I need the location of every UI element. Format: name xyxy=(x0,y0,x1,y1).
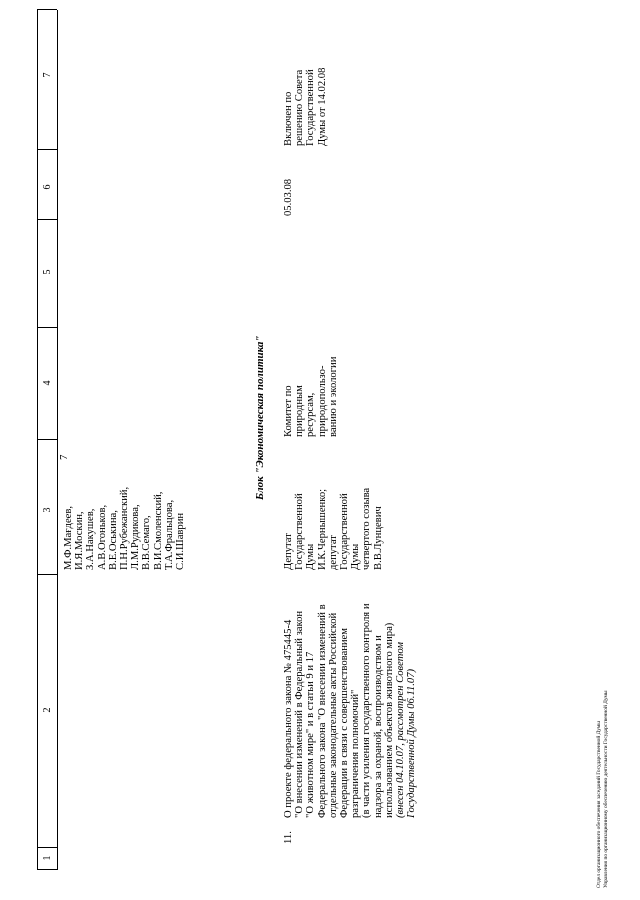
description-line: (в части усиления государственного контроля и xyxy=(361,603,373,818)
name-line: А.В.Огоньков, xyxy=(96,504,108,570)
description-line: Федерации в связи с совершенствованием xyxy=(339,628,351,818)
initiator-line: И.К.Чернышенко; xyxy=(316,488,328,570)
column-header-6: 6 xyxy=(42,184,53,190)
bill-description xyxy=(283,573,417,818)
initiator-line: Депутат xyxy=(283,533,294,570)
name-line: И.Я.Москин, xyxy=(74,511,86,570)
note-line: Включен по xyxy=(283,91,294,146)
initiator-line: Государственной xyxy=(294,493,306,570)
committee-line: ванию и экологии xyxy=(327,356,339,437)
page-number: 7 xyxy=(58,454,70,460)
name-line: З.А.Накушев, xyxy=(85,508,97,570)
initiator-line: Думы xyxy=(305,543,317,570)
note-line: Думы от 14.02.08 xyxy=(316,67,328,146)
initiator-line: четвертого созыва xyxy=(361,487,373,570)
initiator-line: В.В.Лунцевич xyxy=(372,506,384,570)
name-line: М.Ф.Мағдеев, xyxy=(63,506,74,570)
row-number: 11. xyxy=(283,831,294,844)
committee-line: природопользо- xyxy=(316,365,328,437)
name-line: Т.А.Фральцова, xyxy=(163,499,175,570)
name-line: Л.М.Рудикова, xyxy=(130,504,142,570)
name-line: В.Е.Оськина, xyxy=(107,510,119,570)
name-line: В.И.Смоленский, xyxy=(152,491,164,570)
description-line: Федерального закона "О внесении изменений в xyxy=(316,604,328,818)
committee-line: ресурсам, xyxy=(305,392,317,437)
header-divider xyxy=(37,149,57,150)
description-line: "О внесении изменений в Федеральный закон xyxy=(294,610,306,818)
committee-line: Комитет по xyxy=(283,385,294,437)
column-header-2: 2 xyxy=(42,707,53,713)
note-line: Государственной xyxy=(305,69,317,146)
header-top-border xyxy=(37,10,38,870)
initiator-line: Государственной xyxy=(339,493,351,570)
description-line: отдельные законодательные акты Российской xyxy=(327,612,339,818)
responsible-committee xyxy=(283,329,339,437)
header-divider xyxy=(37,327,57,328)
description-note-line: (внесен 04.10.07, рассмотрен Советом xyxy=(395,642,407,818)
name-line: П.Н.Рубежанский, xyxy=(119,486,131,570)
column-header-5: 5 xyxy=(42,269,53,275)
initiators xyxy=(283,440,384,570)
description-line: О проекте федерального закона № 475445-4 xyxy=(283,619,294,818)
committee-line: природным xyxy=(294,385,306,437)
header-bottom-border xyxy=(57,10,58,870)
name-line: С.И.Шаврин xyxy=(175,512,187,570)
note xyxy=(283,12,328,146)
footer-line: Управления по организационному обеспечению деятельности Государственной Думы xyxy=(603,690,609,888)
column-header-4: 4 xyxy=(42,380,53,386)
continuation-names xyxy=(63,440,186,570)
column-header-7: 7 xyxy=(42,72,53,78)
header-divider xyxy=(37,574,57,575)
description-line: использованием объектов животного мира) xyxy=(383,622,395,818)
description-line: надзора за охраной, воспроизводством и xyxy=(372,635,384,818)
initiator-line: депутат xyxy=(327,535,339,570)
header-divider xyxy=(37,219,57,220)
name-line: В.В.Семаго, xyxy=(141,515,153,570)
column-header-3: 3 xyxy=(42,507,53,513)
header-divider xyxy=(37,9,57,10)
footer-line: Отдел организационного обеспечения заседаний Государственной Думы xyxy=(596,721,602,888)
section-title: Блок "Экономическая политика" xyxy=(254,335,266,500)
note-line: решению Совета xyxy=(294,69,306,146)
consideration-date: 05.03.08 xyxy=(283,178,294,216)
column-header-1: 1 xyxy=(42,855,53,861)
description-line: "О животном мире" и в статьи 9 и 17 xyxy=(305,651,317,818)
description-line: разграничения полномочий" xyxy=(350,689,362,818)
header-divider xyxy=(37,439,57,440)
initiator-line: Думы xyxy=(350,543,362,570)
description-note-line: Государственной Думы 06.11.07) xyxy=(406,668,418,818)
